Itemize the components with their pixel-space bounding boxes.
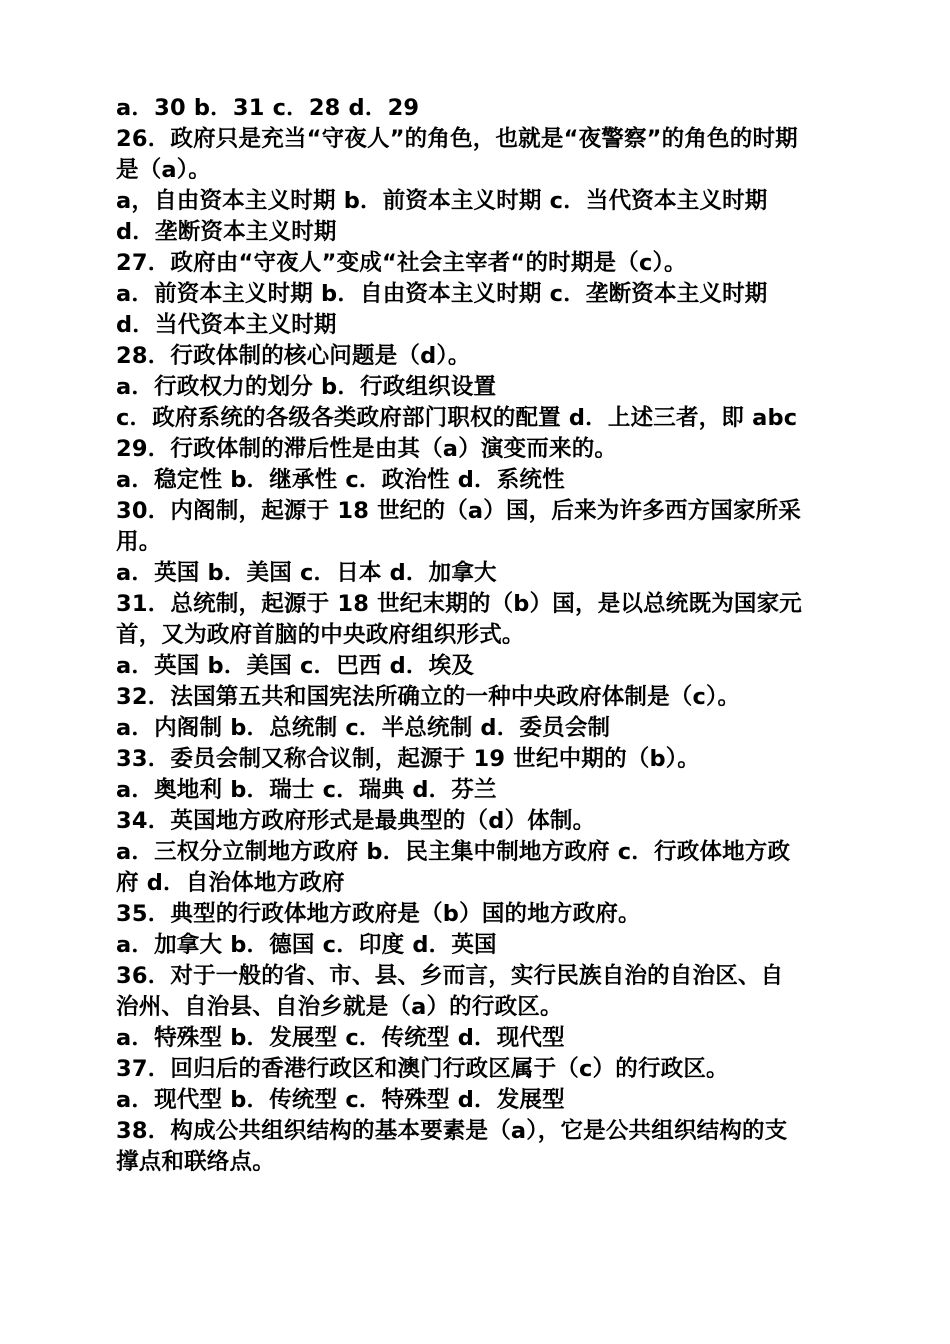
text-line: a，自由资本主义时期 b．前资本主义时期 c．当代资本主义时期: [116, 188, 768, 214]
text-line: 28．行政体制的核心问题是（d）。: [116, 343, 471, 369]
text-line: 撑点和联络点。: [116, 1149, 275, 1175]
text-line: a．稳定性 b．继承性 c．政治性 d．系统性: [116, 467, 565, 493]
text-line: 34．英国地方政府形式是最典型的（d）体制。: [116, 808, 596, 834]
text-line: a．三权分立制地方政府 b．民主集中制地方政府 c．行政体地方政: [116, 839, 791, 865]
document-text: [116, 93, 846, 1178]
text-line: a．英国 b．美国 c．日本 d．加拿大: [116, 560, 497, 586]
text-line: 府 d．自治体地方政府: [116, 870, 345, 896]
text-line: a．内阁制 b．总统制 c．半总统制 d．委员会制: [116, 715, 611, 741]
text-line: c．政府系统的各级各类政府部门职权的配置 d．上述三者，即 abc: [116, 405, 798, 431]
text-line: 35．典型的行政体地方政府是（b）国的地方政府。: [116, 901, 641, 927]
text-line: 用。: [116, 529, 162, 555]
text-line: d．当代资本主义时期: [116, 312, 337, 338]
text-line: a．30 b．31 c．28 d．29: [116, 95, 420, 121]
text-line: 27．政府由“守夜人”变成“社会主宰者“的时期是（c）。: [116, 250, 687, 276]
text-line: a．特殊型 b．发展型 c．传统型 d．现代型: [116, 1025, 565, 1051]
text-line: 38．构成公共组织结构的基本要素是（a），它是公共组织结构的支: [116, 1118, 788, 1144]
text-line: a．前资本主义时期 b．自由资本主义时期 c．垄断资本主义时期: [116, 281, 768, 307]
text-line: 是（a）。: [116, 157, 211, 183]
text-line: a．英国 b．美国 c．巴西 d．埃及: [116, 653, 475, 679]
text-line: a．加拿大 b．德国 c．印度 d．英国: [116, 932, 497, 958]
text-line: a．奥地利 b．瑞士 c．瑞典 d．芬兰: [116, 777, 497, 803]
text-line: 26．政府只是充当“守夜人”的角色，也就是“夜警察”的角色的时期: [116, 126, 798, 152]
text-line: 33．委员会制又称合议制，起源于 19 世纪中期的（b）。: [116, 746, 700, 772]
text-line: 31．总统制，起源于 18 世纪末期的（b）国，是以总统既为国家元: [116, 591, 802, 617]
text-line: a．行政权力的划分 b．行政组织设置: [116, 374, 497, 400]
text-line: 32．法国第五共和国宪法所确立的一种中央政府体制是（c）。: [116, 684, 741, 710]
text-line: a．现代型 b．传统型 c．特殊型 d．发展型: [116, 1087, 565, 1113]
text-line: 治州、自治县、自治乡就是（a）的行政区。: [116, 994, 563, 1020]
text-line: 29．行政体制的滞后性是由其（a）演变而来的。: [116, 436, 618, 462]
text-line: d．垄断资本主义时期: [116, 219, 337, 245]
text-line: 37．回归后的香港行政区和澳门行政区属于（c）的行政区。: [116, 1056, 729, 1082]
text-line: 36．对于一般的省、市、县、乡而言，实行民族自治的自治区、自: [116, 963, 784, 989]
text-line: 首，又为政府首脑的中央政府组织形式。: [116, 622, 525, 648]
text-line: 30．内阁制，起源于 18 世纪的（a）国，后来为许多西方国家所采: [116, 498, 802, 524]
